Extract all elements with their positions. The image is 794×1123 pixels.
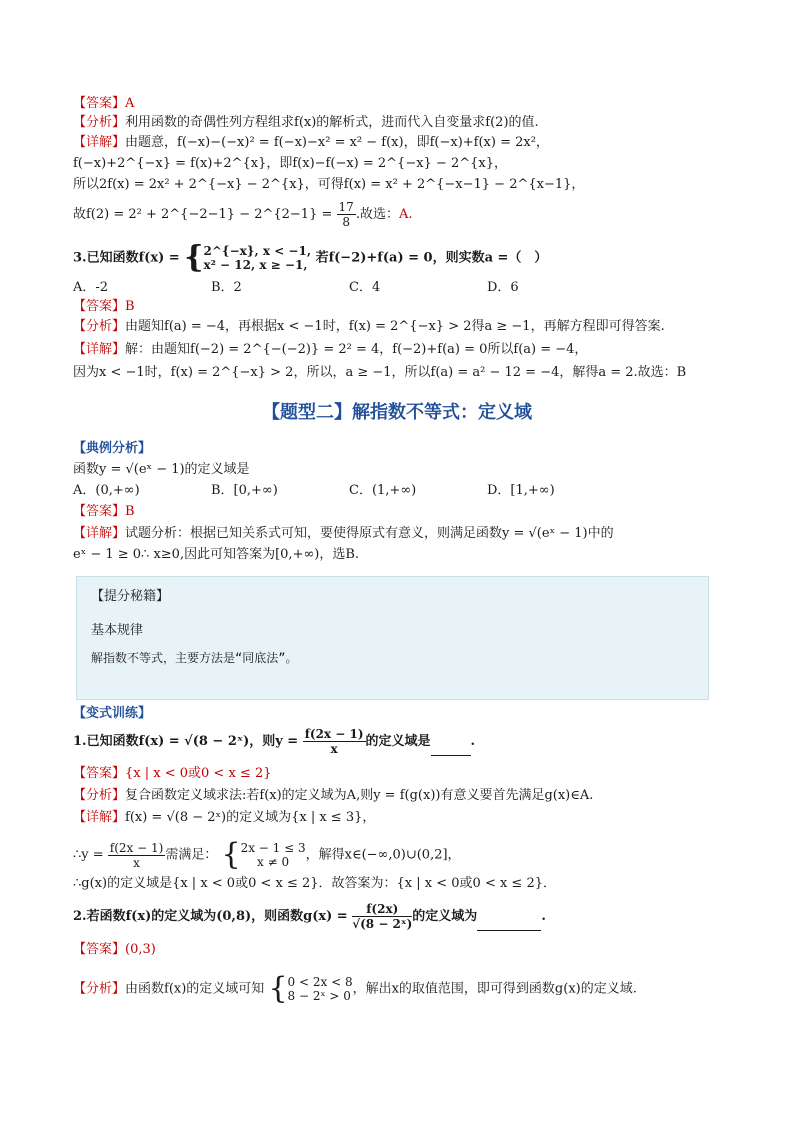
option-d: D．6: [487, 280, 519, 295]
case-2: 8 − 2ˣ > 0: [287, 989, 351, 1003]
q3-detail-line-1: [73, 341, 587, 359]
question-prefix: 2.若函数f(x)的定义域为(0,8)，则函数g(x) =: [73, 909, 348, 924]
example-tag: 【典例分析】: [73, 441, 152, 456]
q3-detail-line-2: [73, 364, 686, 382]
variant-q2-analysis-line: [73, 971, 637, 1006]
answer-tag: 【答案】: [73, 942, 126, 957]
option-b: B．[0,+∞): [211, 483, 278, 498]
detail-text: eˣ − 1 ≥ 0∴ x≥0,因此可知答案为[0,+∞)，选B.: [73, 547, 360, 562]
option-b: B．2: [211, 280, 242, 295]
variant-q2-answer-line: [73, 941, 156, 959]
analysis-tag: 【分析】: [73, 788, 126, 803]
analysis-text: 利用函数的奇偶性列方程组求f(x)的解析式，进而代入自变量求f(2)的值.: [125, 115, 539, 130]
tip-box: [76, 576, 709, 700]
analysis-text: 由题知f(a) = −4，再根据x < −1时，f(x) = 2^{−x} > 2得a ≥ −1，再解方程即可得答案.: [125, 319, 665, 334]
q2-detail-line-1: [73, 134, 549, 152]
detail-text: .故选：: [355, 207, 399, 222]
fraction: [108, 841, 166, 870]
fraction-denominator: √(8 − 2ˣ): [352, 917, 413, 931]
example-tag-line: [73, 440, 151, 458]
detail-tag: 【详解】: [73, 135, 126, 150]
question-prefix: 1.已知函数f(x) = √(8 − 2ˣ)，则y =: [73, 734, 299, 749]
q3-answer-line: [73, 298, 135, 316]
detail-text: 所以2f(x) = 2x² + 2^{−x} − 2^{x}，可得f(x) = x² + 2^{−x−1} − 2^{x−1}，: [73, 177, 585, 192]
q2-analysis-line: [73, 114, 539, 132]
answer-value: B: [125, 299, 135, 314]
detail-text: 由题意，f(−x)−(−x)² = f(−x)−x² = x² − f(x)，即f(−x)+f(x) = 2x²，: [125, 135, 549, 150]
detail-tag: 【详解】: [73, 526, 126, 541]
example-detail-line-2: [73, 546, 359, 564]
q2-detail-line-3: [73, 176, 584, 194]
option-c: C．(1,+∞): [349, 483, 417, 498]
q3-options: [73, 279, 625, 297]
analysis-tag: 【分析】: [73, 319, 126, 334]
piecewise-cases: [203, 244, 311, 272]
analysis-tag: 【分析】: [73, 981, 126, 997]
variant-tag-line: [73, 705, 151, 723]
q2-answer-line: [73, 95, 134, 113]
analysis-tag: 【分析】: [73, 115, 126, 130]
example-options: [73, 482, 625, 500]
fraction-numerator: f(2x − 1): [304, 727, 364, 741]
detail-text: 故f(2) = 2² + 2^{−2−1} − 2^{2−1} =: [73, 207, 333, 222]
q2-detail-line-4: [73, 200, 412, 229]
answer-blank[interactable]: [431, 755, 471, 756]
case-1: 0 < 2x < 8: [287, 975, 353, 989]
q3-analysis-line: [73, 318, 665, 336]
q2-detail-line-2: [73, 155, 507, 173]
case-2: x² − 12, x ≥ −1,: [203, 258, 308, 272]
example-question: [73, 461, 250, 479]
answer-choice: A.: [398, 207, 413, 222]
fraction-numerator: f(2x − 1): [109, 840, 164, 855]
answer-value: (0,3): [125, 942, 156, 957]
detail-text: f(x) = √(8 − 2ˣ)的定义域为{x | x ≤ 3}，: [125, 810, 376, 825]
tip-title: 【提分秘籍】: [91, 589, 170, 604]
variant-q1-detail-line-3: [73, 875, 556, 893]
tip-subtitle: 基本规律: [91, 623, 144, 638]
condition-cases: [241, 841, 306, 869]
fraction-numerator: 17: [338, 200, 354, 214]
case-1: 2x − 1 ≤ 3: [240, 841, 306, 855]
fraction-denominator: 8: [342, 215, 350, 229]
variant-q2: 2.若函数f(x)的定义域为(0,8)，则函数g(x) = $\frac{f(2x)}{\text{√(8 − 2ˣ)}}$ 的定义域为 .: [73, 902, 546, 931]
question-text: 函数y = √(eˣ − 1)的定义域是: [73, 462, 250, 477]
section-title: 【题型二】解指数不等式：定义域: [262, 402, 532, 423]
example-answer-line: [73, 503, 135, 521]
answer-value: {x | x < 0或0 < x ≤ 2}: [125, 766, 272, 781]
detail-text: ，解得x∈(−∞,0)∪(0,2]，: [305, 847, 461, 863]
fraction-denominator: x: [330, 742, 338, 756]
detail-text: ∴y =: [73, 847, 104, 863]
question-suffix: 若f(−2)+f(a) = 0，则实数a =（ ）: [315, 250, 548, 266]
answer-tag: 【答案】: [73, 766, 126, 781]
variant-tag: 【变式训练】: [73, 706, 152, 721]
answer-tag: 【答案】: [73, 96, 126, 111]
answer-tag: 【答案】: [73, 504, 126, 519]
tip-content: 解指数不等式，主要方法是“同底法”。: [91, 651, 298, 665]
brace: {: [221, 837, 241, 872]
detail-tag: 【详解】: [73, 810, 126, 825]
detail-text: 解：由题知f(−2) = 2^{−(−2)} = 2² = 4，f(−2)+f(a) = 0所以f(a) = −4，: [125, 342, 588, 357]
question-suffix: 的定义域为: [412, 909, 478, 924]
option-a: A．-2: [73, 280, 109, 295]
brace: {: [184, 240, 204, 275]
fraction-numerator: f(2x): [352, 902, 412, 917]
detail-text: 试题分析：根据已知关系式可知，要使得原式有意义，则满足函数y = √(eˣ − 1)中的: [125, 526, 614, 541]
fraction: [303, 727, 366, 756]
answer-value: A: [125, 96, 135, 111]
analysis-text: 由函数f(x)的定义域可知: [125, 981, 265, 997]
analysis-text: 复合函数定义域求法:若f(x)的定义域为A,则y = f(g(x))有意义要首先满足g(x)∈A.: [125, 788, 594, 803]
q3-question: [73, 240, 548, 275]
option-a: A．(0,+∞): [73, 483, 140, 498]
question-suffix: 的定义域是: [365, 734, 431, 749]
question-prefix: 3.已知函数f(x) =: [73, 250, 180, 266]
variant-q1-analysis-line: [73, 787, 593, 805]
variant-q1-answer-line: [73, 765, 271, 783]
variant-q1: 1.已知函数f(x) = √(8 − 2ˣ)，则y = $\frac{f(2x - 1)}{x}$ 的定义域是 .: [73, 727, 476, 756]
analysis-text: ，解出x的取值范围，即可得到函数g(x)的定义域.: [352, 981, 637, 997]
fraction: [337, 200, 356, 229]
detail-tag: 【详解】: [73, 342, 126, 357]
detail-text: f(−x)+2^{−x} = f(x)+2^{x}，即f(x)−f(−x) = 2^{−x} − 2^{x}，: [73, 156, 508, 171]
detail-text: ∴g(x)的定义域是{x | x < 0或0 < x ≤ 2}．故答案为：{x | x < 0或0 < x ≤ 2}．: [73, 876, 556, 891]
brace: {: [268, 971, 288, 1006]
variant-q1-detail-line-2: [73, 837, 461, 872]
case-1: 2^{−x}, x < −1,: [203, 244, 312, 258]
fraction-denominator: x: [133, 855, 140, 870]
answer-blank[interactable]: [477, 930, 541, 931]
answer-tag: 【答案】: [73, 299, 126, 314]
condition-cases: [288, 975, 353, 1003]
case-2: x ≠ 0: [257, 855, 290, 869]
example-detail-line-1: [73, 525, 614, 543]
answer-value: B: [125, 504, 135, 519]
option-c: C．4: [349, 280, 381, 295]
detail-text: 因为x < −1时，f(x) = 2^{−x} > 2，所以，a ≥ −1，所以f(a) = a² − 12 = −4，解得a = 2.故选：B: [73, 365, 687, 380]
variant-q1-detail-line-1: [73, 809, 375, 827]
option-d: D．[1,+∞): [487, 483, 555, 498]
detail-text: 需满足：: [165, 847, 218, 863]
fraction: [352, 902, 412, 931]
